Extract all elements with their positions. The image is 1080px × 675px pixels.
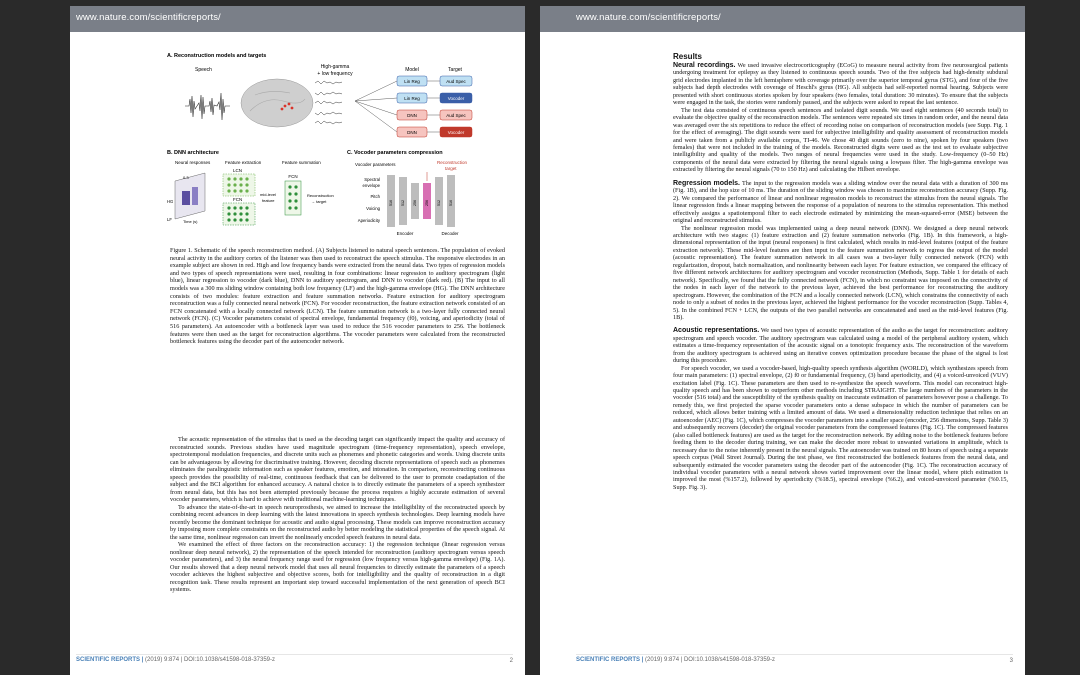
- footer-citation: (2019) 9:874 | DOI:10.1038/s41598-018-37359-z: [145, 657, 276, 663]
- lf-band-label: LF: [167, 217, 172, 222]
- ae-size-3: 256: [413, 200, 417, 206]
- lcn-label: LCN: [233, 168, 243, 173]
- footer-left: [76, 654, 513, 669]
- section-acoustic-representations: [673, 327, 1008, 364]
- neural-response-grid: [175, 173, 205, 219]
- hg-band-label: HG: [167, 199, 174, 204]
- footer-brand: SCIENTIFIC REPORTS |: [76, 657, 144, 663]
- page-header-right: [540, 6, 1025, 32]
- section-paragraph: The test data consisted of continuous speech sentences and isolated digit sounds. We used eight sentences (40 seconds total) to evaluate the objective quality of the reconstruction models. The sentences were repeated six times in random order, and the neural data was averaged over the six repetitions to reduce the effect of recording noise on comparison of reconstruction models (see Supp. Fig. 1 for the effect of averaging). The digit sounds were used for subjective intelligibility and quality assessment of reconstruction models and were taken from a publicly available corpus, TI-46. We chose 40 digit sounds (zero to nine), spoken by four speakers (two females) that were not included in the training of the models. Reconstructed digits were used as the test set to evaluate subjective intelligibility and quality of the models. Two ranges of neural frequencies were used in the study. Low-frequency (0–50 Hz) components of the neural data were extracted by filtering the neural signals using a lowpass filter. The high-gamma envelope was extracted by filtering the neural signals (70 to 150 Hz) and calculating the Hilbert envelope.: [673, 106, 1008, 174]
- model-label-3: DNN: [407, 113, 417, 118]
- mid-level-label-2: feature: [262, 198, 275, 203]
- target-label-2: Vocoder: [447, 96, 465, 101]
- figure-caption: [170, 247, 505, 346]
- spectral-envelope-label-2: envelope: [362, 183, 380, 188]
- page-number: 2: [509, 658, 513, 664]
- ae-size-1: 516: [389, 200, 393, 206]
- aperiodicity-label: Aperiodicity: [357, 218, 380, 223]
- right-column: [673, 52, 1008, 491]
- left-page: [70, 6, 525, 675]
- reconstruction-label-1: Reconstruction: [307, 193, 334, 198]
- paragraph: To advance the state-of-the-art in speech neuroprosthesis, we aimed to increase the intelligibility of the reconstructed speech by combining recent advances in deep learning with the latest innovations in speech synthesis technologies. Deep learning models have recently become the dominant technique for acoustic and audio signal processing. These models can improve reconstruction accuracy by imposing more complete constraints on the reconstructed audio by better modeling the statistical properties of the speech signal. At the same time, nonlinear regression can invert the nonlinearly encoded speech features in neural data.: [170, 503, 505, 541]
- panel-a-title: A. Reconstruction models and targets: [167, 53, 267, 59]
- brain-icon: [241, 79, 313, 127]
- ae-size-2: 512: [401, 200, 405, 206]
- model-label-2: Lin Reg: [404, 96, 420, 101]
- pitch-label: Pitch: [370, 194, 380, 199]
- section-paragraph: For speech vocoder, we used a vocoder-based, high-quality speech synthesis algorithm (WORLD), which synthesizes speech from four main parameters: (1) spectral envelope, (2) f0 or fundamental frequency, (3) band aperiodicity, and (4) a voiced-unvoiced (VUV) excitation label (Fig. 1C). These parameters are then used to re-synthesize the speech waveform. This model can reconstruct high-quality speech and has been shown to outperform other methods including STRAIGHT. The large numbers of the parameters in the vocoder (516 total) and the susceptibility of the synthesis quality on inaccurate estimation of parameters however pose a challenge. To remedy this, we first projected the sparse vocoder parameters onto a dense subspace in which the number of parameters can be reduced, which allows better training with a limited amount of data. We used a dimensionality reduction technique that relies on an autoencoder (AEC) (Fig. 1C), which compresses the vocoder parameters into a smaller space (encoder, 256 dimensions, Supp. Table 3) and subsequently recovers (decoder) the original vocoder parameters from the compressed features (Fig. 1C). The compressed features (also called bottleneck features) are used as the target for the reconstruction network. By adding noise to the bottleneck features before feeding them to the decoder during training, we can make the decoder more robust to unwanted variations in amplitude, which is necessary due to the noise inherently present in the neural signals. The autoencoder was trained on 80 hours of speech using a separate speech corpus (Wall Street Journal). During the test phase, we first reconstructed the bottleneck features from the neural data, and subsequently estimated the vocoder parameters using the decoder part of the autoencoder (Fig. 1C). The reconstruction accuracy of individual vocoder parameters with a neural network shows varied improvement over the linear model, where pitch estimation is improved the most (%157.2), followed by aperiodicity (%18.5), spectral envelope (%6.2), and voiced-unvoiced parameter (%0.15, Supp. Fig. 3).: [673, 364, 1008, 491]
- reconstruction-label-2: → target: [311, 199, 327, 204]
- page-number: 3: [1009, 658, 1013, 664]
- footer-brand: SCIENTIFIC REPORTS |: [576, 657, 644, 663]
- footer-right: [576, 654, 1013, 669]
- page-header-left: [70, 6, 525, 32]
- section-paragraph: The nonlinear regression model was implemented using a deep neural network (DNN). We designed a deep neural network architecture with two stages: (1) feature extraction and (2) feature summation networks (Fig. 1B). In this framework, a high-dimensional representation of the input (neural responses) is first calculated, which results in mid-level features (output of the feature extraction network). These mid-level features are then input to the feature summation network to regress the output of the model (acoustic representation). The feature summation network in all cases was a two-layer fully connected network (FCN) with regularization, dropout, batch normalization, and nonlinearity between each layer. For feature extraction, we compared the efficacy of five different network architectures for auditory spectrogram and vocoder reconstruction (Methods, Supp. Table 1 for details of each network). Specifically, we found that the fully connected network (FCN), in which no constraint was imposed on the connectivity of the nodes in each layer of the network to the previous layer, achieved the best performance for reconstructing the auditory spectrogram. However, the combination of the FCN and a locally connected network (LCN), which constrains the connectivity of each node to only a subset of nodes in the previous layer, achieved the highest performance for the vocoder reconstruction (Supp. Tables 4, 5). In the combined FCN + LCN, the outputs of the two parallel networks are concatenated and used as the mid-level features (Fig. 1B).: [673, 224, 1008, 321]
- ae-size-5: 512: [437, 200, 441, 206]
- fcn-summation-label: FCN: [288, 174, 298, 179]
- figure-1: [165, 51, 495, 241]
- mid-level-label-1: mid-level: [260, 192, 277, 197]
- paragraph: We examined the effect of three factors on the reconstruction accuracy: 1) the regression technique (linear regression versus nonlinear deep neural network), 2) the representation of the speech intended for reconstruction (auditory spectrogram versus speech vocoder parameters), and 3) the neural frequency range used for regression (low frequency versus high-gamma envelope) (Fig. 1A). Our results showed that a deep neural network model that uses all neural frequencies to directly estimate the parameters of a speech vocoder achieves the highest subjective and objective scores, both for intelligibility and the quality of reconstruction in a digit recognition task. These results represent an important step toward successful implementation of the next generation of speech BCI systems.: [170, 541, 505, 593]
- left-body-text: [170, 436, 505, 594]
- speech-label: Speech: [195, 67, 212, 73]
- recon-target-label-2: target: [445, 166, 457, 171]
- section-lead: Regression models.: [673, 179, 741, 187]
- encoder-label: Encoder: [396, 231, 414, 236]
- section-lead: Acoustic representations.: [673, 327, 760, 335]
- vocoder-parameters-label: Vocoder parameters: [355, 162, 396, 167]
- panel-b-title: B. DNN architecture: [167, 150, 219, 156]
- section-text: We used two types of acoustic representation of the audio as the target for reconstruction: auditory spectrogram and speech vocoder. The auditory spectrogram was calculated using a model of the peripheral auditory system, which estimates a time-frequency representation of the acoustic signal on a tonotopic frequency axis. The reconstruction of the waveform from the auditory spectrogram is achieved using an iterative convex optimization procedure because the phase of the signal is lost during this procedure.: [673, 327, 1009, 365]
- ae-size-4: 256: [425, 200, 429, 206]
- paragraph: The acoustic representation of the stimulus that is used as the decoding target can significantly impact the quality and accuracy of reconstructed sounds. Previous studies have used magnitude spectrogram (time-frequency representation), speech envelope, spectrotemporal modulation frequencies, and discrete units such as phonemes and phonetic categories and words. Using discrete units can be advantageous by allowing for discriminative training. However, decoding discrete representations of speech such as phonemes eliminates the paralinguistic information such as speaker features, emotion, and intonation. In comparison, reconstructing continuous speech provides the possibility of real-time, continuous feedback that can be delivered to the user to promote coadaptation of the subject and the BCI algorithm for enhanced accuracy. A natural choice is to directly estimate the parameters of a speech synthesizer from neural data, but this has not been attempted previously because the process requires a highly accurate estimation of several vocoder parameters, which is hard to achieve with traditional machine-learning techniques.: [170, 436, 505, 503]
- hg-label-1: High-gamma: [320, 64, 350, 70]
- feature-extraction-label: Feature extraction: [225, 160, 262, 165]
- feature-summation-label: Feature summation: [282, 160, 321, 165]
- section-text: The input to the regression models was a sliding window over the neural data with a duration of 300 ms (Fig. 1B), and the hop size of 10 ms. The duration of the sliding window was chosen to maximize reconstruction accuracy (Supp. Fig. 2). We compared the performance of linear and nonlinear regression models to reconstruct the stimulus from the neural signals. The linear regression finds a linear mapping between the response of a population of neurons to the stimulus representation. This method effectively assigns a spatiotemporal filter to each electrode estimated by minimizing the mean-squared-error (MSE) between the original and reconstructed stimulus.: [673, 179, 1008, 225]
- spectral-envelope-label-1: Spectral: [364, 177, 380, 182]
- target-label-1: Aud Spec: [446, 79, 466, 84]
- neural-traces: [315, 81, 342, 124]
- results-heading: Results: [673, 52, 702, 61]
- journal-url-right[interactable]: www.nature.com/scientificreports/: [576, 12, 721, 23]
- speech-waveform-icon: [185, 93, 230, 120]
- target-label-4: Vocoder: [447, 130, 465, 135]
- right-page: [540, 6, 1025, 675]
- model-label-4: DNN: [407, 130, 417, 135]
- recon-target-label-1: Reconstruction: [437, 160, 468, 165]
- voicing-label: Voicing: [366, 206, 380, 211]
- journal-url-left[interactable]: www.nature.com/scientificreports/: [76, 12, 221, 23]
- neural-responses-label: Neural responses: [175, 160, 211, 165]
- caption-text: Figure 1. Schematic of the speech reconstruction method. (A) Subjects listened to natural speech sentences. The population of evoked neural activity in the auditory cortex of the listener was then used to reconstruct the speech stimulus. The responsive electrodes in an example subject are shown in red. High and low frequency bands were extracted from the neural data. Two types of regression models and two types of speech representations were used, resulting in four combinations: linear regression to auditory spectrogram (light blue), linear regression to vocoder (dark blue), DNN to auditory spectrogram, and DNN to vocoder (dark red). (B) The input to all models was a 300 ms sliding window containing both low frequency (LF) and the high-gamma envelope (HG). The DNN architecture consists of two modules: feature extraction and feature summation networks. Feature extraction for auditory spectrogram reconstruction was a fully connected neural network (FCN). For vocoder reconstruction, the feature extraction network consisted of an FCN concatenated with a locally connected network (LCN). The feature summation network is a two-layer fully connected neural network (FCN). (C) Vocoder parameters consist of spectral envelope, fundamental frequency (f0), voicing, and aperiodicity (total of 516 parameters). An autoencoder with a bottleneck layer was used to reduce the 516 vocoder parameters to 256. The bottleneck features were then used as the target for reconstruction algorithms. The vocoder parameters were calculated from the reconstructed bottleneck features using the decoder part of the autoencoder network.: [170, 247, 505, 346]
- section-regression-models: [673, 180, 1008, 225]
- model-label-1: Lin Reg: [404, 79, 420, 84]
- target-label-3: Aud Spec: [446, 113, 466, 118]
- fcn-extraction-label: FCN: [233, 197, 243, 202]
- decoder-label: Decoder: [441, 231, 459, 236]
- ae-size-6: 516: [449, 200, 453, 206]
- time-axis-label: Time (s): [183, 219, 198, 224]
- panel-c-title: C. Vocoder parameters compression: [347, 150, 443, 156]
- target-header: Target: [448, 67, 462, 73]
- section-text: We used invasive electrocorticography (ECoG) to measure neural activity from five neurosurgical patients undergoing treatment for epilepsy as they listened to continuous speech sounds. Two of the five subjects had high-density subdural grid electrodes implanted in the left hemisphere with coverage primarily over the superior temporal gyrus (STG), and four of the five subjects had depth electrodes with coverage of Heschl's gyrus (HG). All subjects had self-reported normal hearing. Subjects were presented with short continuous stories spoken by four speakers (two females, total duration: 30 minutes). To ensure that the subjects were engaged in the task, the stories were randomly paused, and the subjects were asked to repeat the last sentence.: [673, 62, 1008, 107]
- time-scale: 0.3: [183, 175, 189, 180]
- section-neural-recordings: [673, 62, 1008, 107]
- section-lead: Neural recordings.: [673, 62, 736, 69]
- figure-1-graphic: [165, 51, 495, 241]
- model-header: Model: [405, 67, 419, 73]
- hg-label-2: + low frequency: [317, 71, 353, 77]
- fcn-summation-box: [285, 181, 301, 215]
- footer-citation: (2019) 9:874 | DOI:10.1038/s41598-018-37359-z: [645, 657, 776, 663]
